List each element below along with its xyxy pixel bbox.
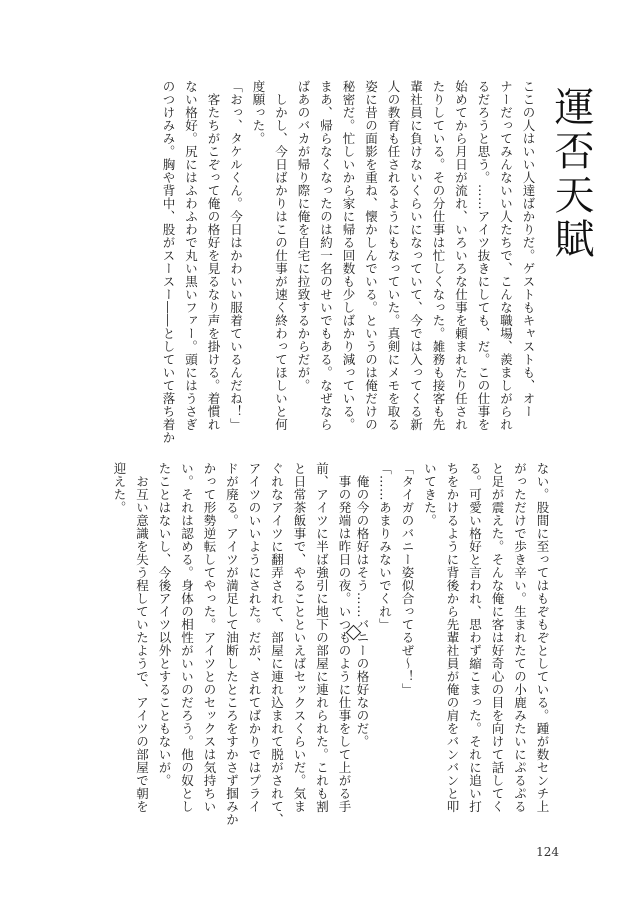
chapter-title: 運否天賦 [548, 86, 594, 262]
text-line: たことはないし、今後アイツ以外とすることもないが。 [157, 462, 172, 787]
text-line: アイツのいいようにされた。だが、されてばかりではプライ [247, 462, 262, 813]
dialogue-line: 「……あまりみないでくれ」 [377, 462, 393, 631]
text-line: かって形勢逆転してやった。アイツとのセックスは気持ちい [202, 462, 217, 813]
lower-right-text-block [351, 462, 554, 813]
text-line: 「おっ、タケルくん。今日はかわいい服着ているんだね！」 [228, 80, 244, 431]
text-line: ここの人はいい人達ばかりだ。ゲストもキャストも、オー [521, 80, 536, 418]
text-line: と日常茶飯事で、やることといえばセックスくらいだ。気ま [292, 462, 307, 813]
text-line: ない格好。尻にはふわふわで丸い黒いファー。頭にはうさぎ [183, 80, 199, 431]
text-line: のつけみみ。胸や背中、股がスースー――としていて落ち着か [161, 80, 176, 444]
text-line: 俺の今の格好はそう……バニーの格好なのだ。 [355, 462, 370, 748]
upper-text-block [157, 80, 540, 444]
text-line: 秘密だ。忙しいから家に帰る回数も少しばかり減っている。 [341, 80, 356, 431]
text-line: ばあのバカが帰り際に俺を自宅に拉致するからだが。 [296, 80, 311, 392]
text-line: 度願った。 [251, 80, 266, 145]
text-line: ない。股間に至ってはもぞもぞとしている。踵が数センチ上 [535, 462, 550, 813]
text-line: 輩社員に負けないくらいになっていて、今では入ってくる新 [408, 80, 424, 431]
text-line: しかし、今日ばかりはこの仕事が速く終わってほしいと何 [273, 80, 289, 431]
page-number: 124 [536, 845, 559, 859]
text-line: 姿に昔の面影を重ね、懐かしんでいる。というのは俺だけの [363, 80, 379, 431]
text-line: ちをかけるように背後から先輩社員が俺の肩をバンバンと叩 [445, 462, 460, 813]
text-line: るだろうと思う。……アイツ抜きにしても、だ。この仕事を [476, 80, 491, 431]
text-line: と足が震えた。そんな俺に客は好奇心の目を向けて話してく [490, 462, 505, 813]
text-line: ナーだってみんないい人たちで、こんな職場、羨ましがられ [498, 80, 514, 431]
dialogue-line: 「タイガのバニー姿似合ってるぜ〜！」 [400, 462, 415, 696]
text-line: お互い意識を失う程していたようで、アイツの部屋で朝を [134, 462, 150, 813]
text-line: 迎えた。 [112, 462, 127, 514]
text-line: 客たちがこぞって俺の格好を見るなり声を掛ける。着慣れ [206, 80, 221, 431]
text-line: 人の教育も任されるようにもなっていた。真剣にメモを取る [386, 80, 401, 431]
text-line: 事の発端は昨日の夜。いつものように仕事をして上がる手 [337, 462, 352, 813]
text-line: 前、アイツに半ば強引に地下の部屋に連れられた。これも割 [314, 462, 330, 813]
text-line: まあ、帰らなくなったのは約一名のせいでもある。なぜなら [318, 80, 334, 431]
text-line: いてきた。 [422, 462, 438, 527]
text-line: たりしている。その分仕事は忙しくなった。雑務も接客も先 [431, 80, 446, 431]
text-line: 始めてから月日が流れ、いろいろな仕事を頼まれたり任され [453, 80, 469, 431]
lower-left-text-block [108, 462, 356, 826]
text-line: い。それは認める。身体の相性がいいのだろう。他の奴とし [179, 462, 195, 813]
text-line: がっただけで歩き辛い。生まれたての小鹿みたいにぷるぷる [512, 462, 528, 813]
text-line: る。可愛い格好と言われ、思わず縮こまった。それに追い打 [467, 462, 483, 813]
text-line: ぐれなアイツに翻弄されて、部屋に連れ込まれて脱がされて、 [269, 462, 285, 826]
text-line: ドが廃る。アイツが満足して油断したところをすかさず掴みか [224, 462, 240, 826]
